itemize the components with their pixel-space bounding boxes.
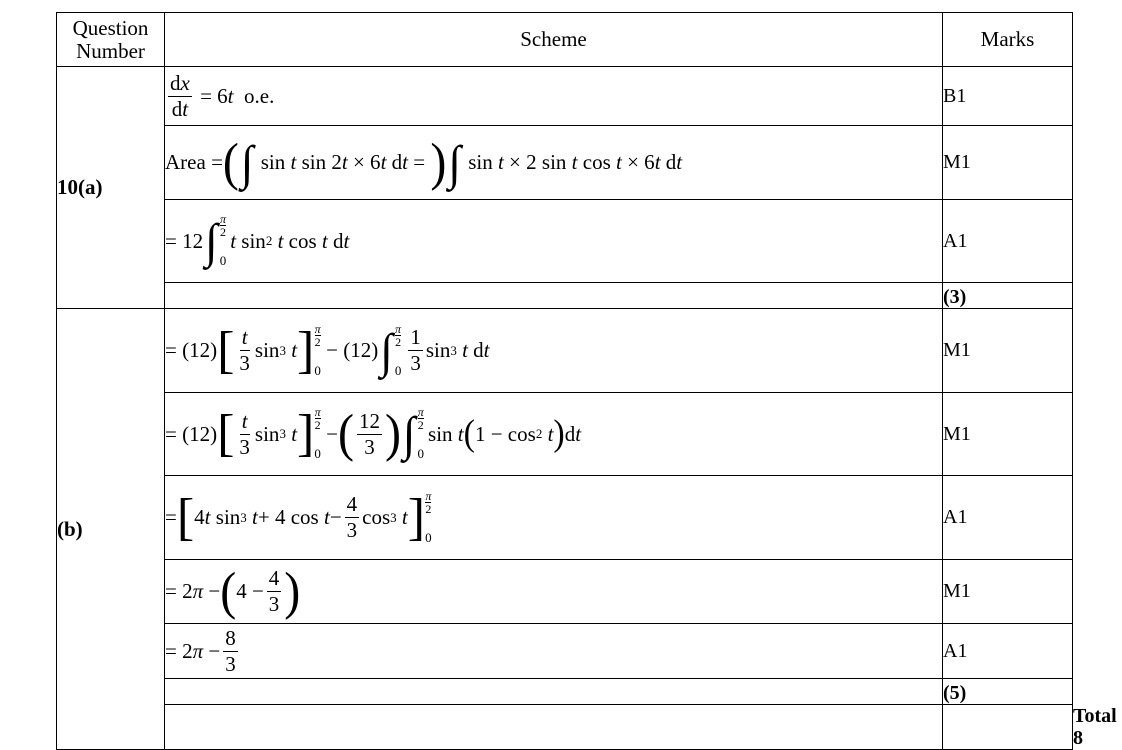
area-label: Area [165,150,206,174]
scheme-step [165,560,943,624]
mark-cell: M1 [943,393,1073,476]
scheme-step [165,393,943,476]
header-row [57,13,1073,67]
math-expression: Area = ( ∫ sin t sin 2 t × 6 t d t = ) ∫ sin t × 2 sin t cos t × 6 t d t [165,132,683,192]
scheme-step [165,200,943,283]
math-expression: = 2 π − $\frac{8}{3}$ [165,625,236,676]
math-expression: = (12) [ $\frac{t}{3}$ sin 3 t ] π 2 0 − ( $\frac{12}{3}$ ) ∫ π 2 0 sin t ( 1 − cos 2 t ) d t [165,404,582,463]
oe-note: o.e. [244,83,275,108]
header-question-number: Question Number [57,13,165,67]
scheme-row [57,126,1073,200]
mark-cell: M1 [943,126,1073,200]
empty-cell [165,679,943,705]
mark-cell: M1 [943,560,1073,624]
scheme-row [57,560,1073,624]
empty-cell [165,705,943,750]
scheme-step [165,624,943,679]
empty-cell [943,705,1073,750]
scheme-row [57,200,1073,283]
math-expression: = 12 ∫ π 2 0 t sin 2 t cos t d t [165,212,350,268]
scheme-row [57,624,1073,679]
scheme-step [165,476,943,560]
math-expression: = [ 4 t sin 3 t + 4 cos t − $\frac{4}{3}$ cos 3 t ] π 2 0 [165,488,432,546]
subtotal-row [57,679,1073,705]
mark-cell: A1 [943,624,1073,679]
total-row: Total 8 [57,705,1073,750]
mark-cell: M1 [943,309,1073,393]
part-b-label: (b) [57,309,165,750]
mark-cell: A1 [943,476,1073,560]
subtotal-mark: (3) [943,283,1073,309]
part-a-label: 10(a) [57,67,165,309]
scheme-step [165,67,943,126]
empty-cell [165,283,943,309]
header-scheme: Scheme [165,13,943,67]
scheme-row [57,309,1073,393]
subtotal-mark: (5) [943,679,1073,705]
scheme-step [165,126,943,200]
mark-scheme-table [56,12,1117,750]
mark-cell: B1 [943,67,1073,126]
header-marks: Marks [943,13,1073,67]
math-expression: = (12) [ $\frac{t}{3}$ sin 3 t ] π 2 0 − (12) ∫ π 2 0 $\frac{1}{3}$ sin 3 t d t [165,321,490,379]
mark-cell: A1 [943,200,1073,283]
scheme-row [57,476,1073,560]
scheme-row [57,393,1073,476]
scheme-row [57,67,1073,126]
subtotal-row [57,283,1073,309]
math-expression: $\frac{dx}{dt}$ = 6 t o.e. [170,70,275,121]
scheme-step [165,309,943,393]
math-expression: = 2 π − ( 4 − $\frac{4}{3}$ ) [165,561,301,621]
